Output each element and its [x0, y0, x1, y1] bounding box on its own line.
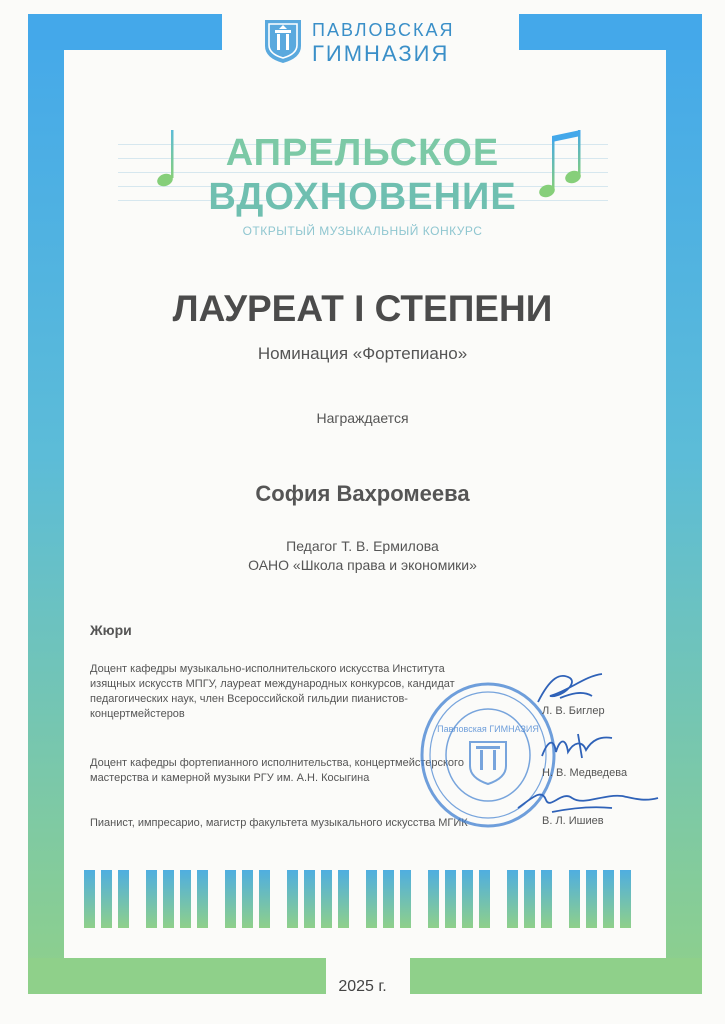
recipient-name: София Вахромеева [255, 481, 470, 506]
logo-line1: ПАВЛОВСКАЯ [312, 20, 455, 40]
year: 2025 г. [338, 978, 387, 995]
piano-key [259, 870, 270, 928]
jury-member-description: Пианист, импресарио, магистр факультета музыкального искусства МГИК [90, 817, 468, 829]
piano-key [569, 870, 580, 928]
jury-member-description: Доцент кафедры музыкально-исполнительского искусства Института изящных искусств МПГУ, лауреат международных конкурсов, кандидат педагогических наук, член Всероссийской гильдии пианистов-концертмейстеров [90, 663, 455, 720]
nomination: Номинация «Фортепиано» [257, 344, 468, 363]
jury-member-name: В. Л. Ишиев [542, 815, 604, 827]
piano-key [146, 870, 157, 928]
piano-key [180, 870, 191, 928]
piano-key [524, 870, 535, 928]
piano-key [400, 870, 411, 928]
contest-title-line2: ВДОХНОВЕНИЕ [208, 176, 517, 218]
piano-key [242, 870, 253, 928]
teacher: Педагог Т. В. Ермилова [286, 538, 439, 554]
piano-key [462, 870, 473, 928]
signature-medvedeva [538, 728, 618, 764]
piano-keys-decoration [80, 870, 640, 930]
piano-key [338, 870, 349, 928]
signature-ishiev [512, 778, 662, 818]
piano-key [541, 870, 552, 928]
stamp-text: Павловская ГИМНАЗИЯ [437, 724, 539, 734]
logo-line2: ГИМНАЗИЯ [312, 41, 450, 66]
piano-key [428, 870, 439, 928]
piano-key [507, 870, 518, 928]
piano-key [586, 870, 597, 928]
piano-key [366, 870, 377, 928]
piano-key [163, 870, 174, 928]
crest-icon [262, 16, 304, 64]
school-name: ОАНО «Школа права и экономики» [248, 557, 477, 573]
piano-key [118, 870, 129, 928]
jury-member-description: Доцент кафедры фортепианного исполнительства, концертмейстерского мастерства и камерной музыки РГУ им. А.Н. Косыгина [90, 757, 464, 784]
piano-key [84, 870, 95, 928]
school-logo [262, 14, 472, 66]
contest-subtitle: ОТКРЫТЫЙ МУЗЫКАЛЬНЫЙ КОНКУРС [242, 224, 483, 238]
piano-key [620, 870, 631, 928]
frame-top-right [519, 14, 702, 50]
piano-key [383, 870, 394, 928]
piano-key [287, 870, 298, 928]
piano-key [603, 870, 614, 928]
frame-top-left [28, 14, 222, 50]
piano-key [479, 870, 490, 928]
contest-title-line1: АПРЕЛЬСКОЕ [225, 132, 500, 174]
piano-key [101, 870, 112, 928]
piano-key [304, 870, 315, 928]
piano-key [445, 870, 456, 928]
jury-heading: Жюри [90, 622, 132, 638]
piano-key [321, 870, 332, 928]
jury-member-name: Н. В. Медведева [542, 767, 628, 779]
awarded-label: Награждается [316, 410, 409, 426]
piano-key [197, 870, 208, 928]
jury-member-name: Л. В. Биглер [542, 705, 605, 717]
signature-bigler [530, 668, 610, 708]
piano-key [225, 870, 236, 928]
award-title: ЛАУРЕАТ I СТЕПЕНИ [172, 288, 553, 329]
